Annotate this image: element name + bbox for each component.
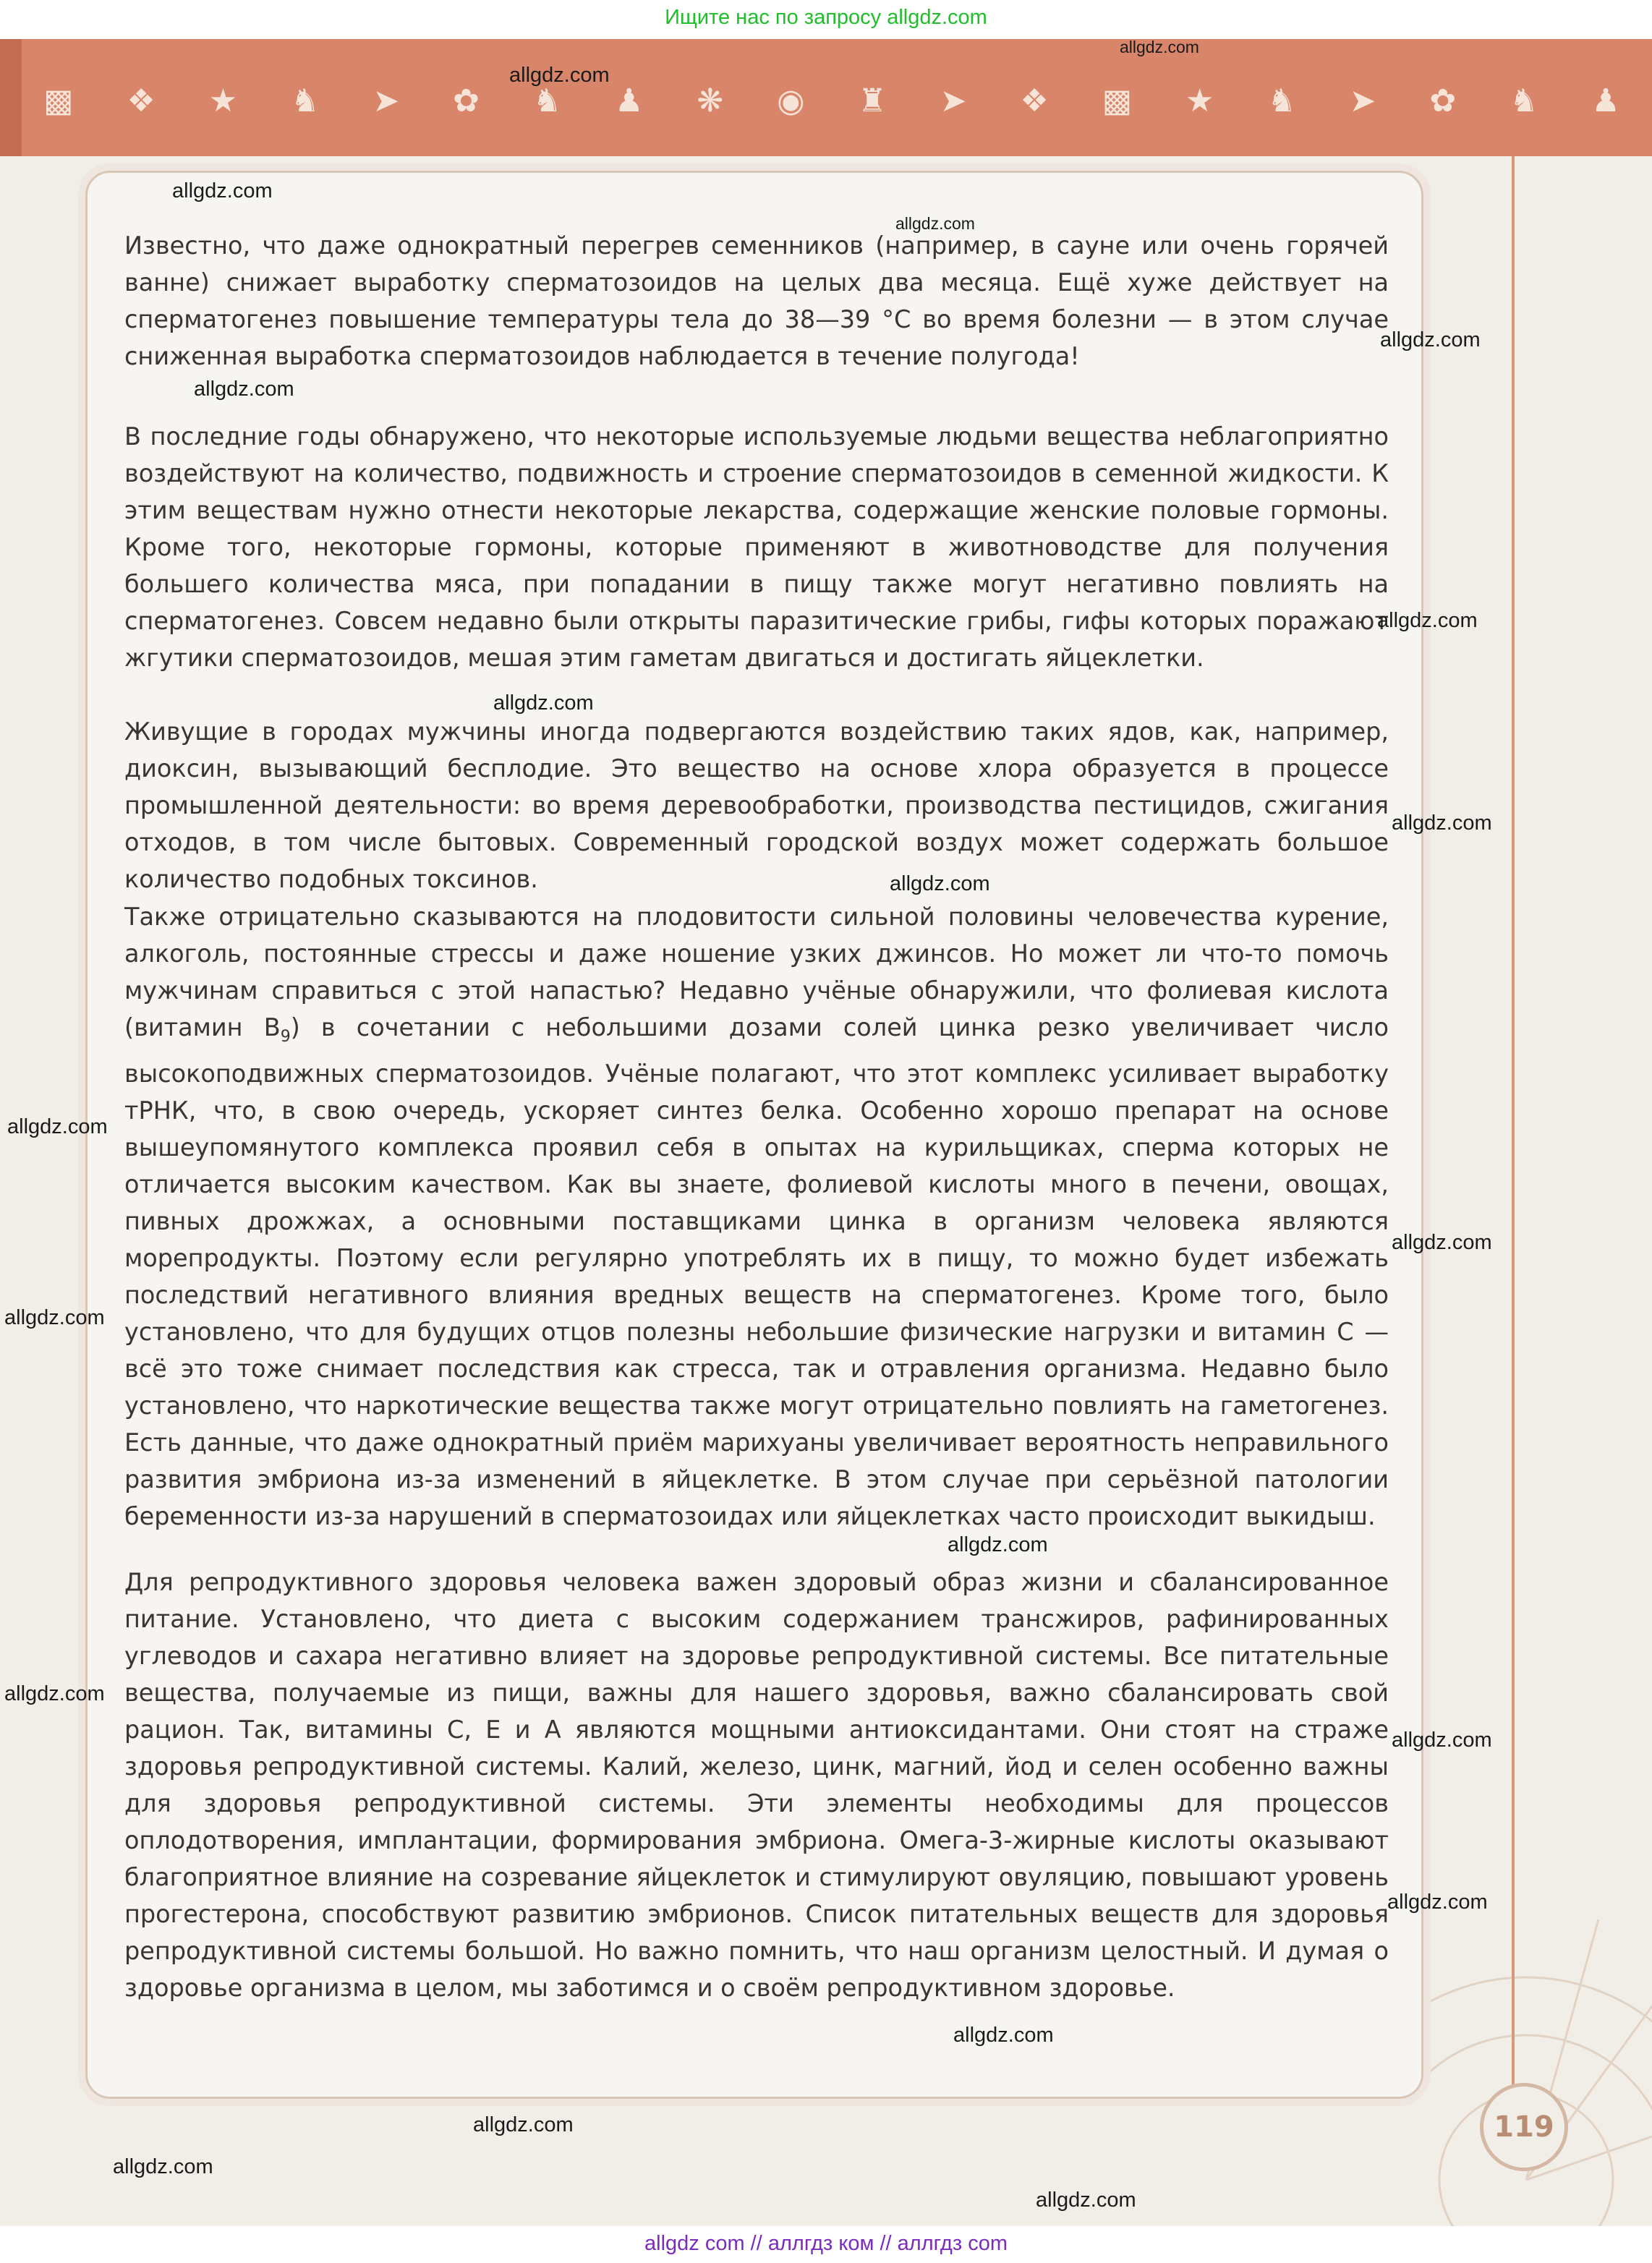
watermark: allgdz.com [493,691,594,715]
watermark: allgdz.com [7,1115,108,1138]
watermark: allgdz.com [473,2113,574,2136]
paragraph-nutrition: Для репродуктивного здоровья человека важен здоровый образ жизни и сбалансированное питание. Установлено, что диета с высоким содержанием трансжиров, рафинированных углеводов и сахара негативно влияет на здоровье репродуктивной системы. Все питательные вещества, получаемые из пищи, важны для нашего здоровья, важно сбалансировать свой рацион. Так, витамины С, Е и А являются мощными антиоксидантами. Они стоят на страже здоровья репродуктивной системы. Калий, железо, цинк, магний, йод и селен особенно важны для здоровья репродуктивной системы. Эти элементы необходимы для процессов оплодотворения, имплантации, формирования эмбриона. Омега-3-жирные кислоты оказывают благоприятное влияние на созревание яйцеклеток и стимулируют овуляцию, повышают уровень прогестерона, способствуют развитию эмбрионов. Список питательных веществ для здоровья репродуктивной системы большой. Но важно помнить, что наш организм целостный. И думая о здоровье организма в целом, мы заботимся и о своём репродуктивном здоровье. [124,1568,1389,2002]
kangaroo-icon: ♜ [858,82,887,119]
watermark: allgdz.com [953,2024,1054,2047]
bottom-links-banner[interactable]: allgdz com // аллгдз ком // аллгдз com [644,2232,1008,2255]
paragraph-substances: В последние годы обнаружено, что некоторые используемые людьми вещества неблагоприятно воздействуют на количество, подвижность и строение сперматозоидов в семенной жидкости. К этим веществам нужно отнести некоторые лекарства, содержащие женские половые гормоны. Кроме того, некоторые гормоны, которые применяют в животноводстве для получения большего количества мяса, при попадании в пищу также могут негативно повлиять на сперматогенез. Совсем недавно были открыты паразитические грибы, гифы которых поражают жгутики сперматозоидов, мешая этим гаметам двигаться и достигать яйцеклетки. [124,422,1389,672]
watermark: allgdz.com [4,1682,105,1705]
butterfly-icon: ❖ [1020,82,1049,119]
watermark: allgdz.com [948,1533,1048,1556]
paragraph-folic-acid-start: Также отрицательно сказываются на плодовитости сильной половины человечества курение, алкоголь, постоянные стрессы и даже ношение узких джинсов. Но может ли что-то помочь мужчинам справиться с этой напастью? Недавно учёные обнаружили, что фолиевая кислота (витамин В [124,903,1389,1041]
dolphin-icon: ✿ [453,82,480,119]
header-lip [0,39,22,156]
scorpion-icon: ★ [208,82,238,119]
watermark: allgdz.com [1392,811,1492,835]
vitamin-subscript: 9 [280,1028,291,1046]
deer-icon: ♞ [1510,82,1538,119]
beetle-icon: ◉ [777,82,805,119]
paragraph-folic-acid [124,898,1389,1535]
compass-decoration-svg [1418,1919,1652,2226]
bee-icon: ❋ [697,82,724,119]
animal-silhouette-row [43,80,1620,123]
page-number: 119 [1480,2083,1568,2171]
watermark: allgdz.com [509,64,610,87]
watermark: allgdz.com [194,378,294,401]
watermark: allgdz.com [1377,609,1478,632]
watermark: allgdz.com [1392,1231,1492,1254]
bison-icon: ▩ [43,82,74,119]
runner-icon: ➤ [940,82,967,119]
watermark: allgdz.com [890,872,990,895]
meerkat-icon: ♟ [1591,82,1620,119]
bison-icon: ▩ [1102,82,1133,119]
deer-icon: ♞ [532,82,562,119]
watermark: allgdz.com [113,2155,213,2178]
butterfly-icon: ❖ [127,82,156,119]
dolphin-icon: ✿ [1429,82,1457,119]
watermark: allgdz.com [895,214,975,233]
watermark: allgdz.com [1120,38,1199,56]
watermark: allgdz.com [1036,2189,1136,2212]
header-strip [0,39,1652,156]
watermark: allgdz.com [1387,1891,1488,1914]
top-search-banner[interactable]: Ищите нас по запросу allgdz.com [665,6,987,29]
watermark: allgdz.com [172,179,273,203]
meerkat-icon: ♟ [615,82,644,119]
watermark: allgdz.com [1392,1729,1492,1752]
paragraph-folic-acid-end: ) в сочетании с небольшими дозами солей цинка резко увеличивает число высокоподвижных сперматозоидов. Учёные полагают, что этот комплекс усиливает выработку тРНК, что, в свою очередь, ускоряет синтез белка. Особенно хорошо препарат на основе вышеупомянутого комплекса проявил себя в опытах на курильщиках, сперма которых не отличается высоким качеством. Как вы знаете, фолиевой кислоты много в печени, овощах, пивных дрожжах, а основными поставщиками цинка в организм человека являются морепродукты. Поэтому если регулярно употреблять их в пищу, то можно будет избежать последствий негативного влияния вредных веществ на сперматогенез. Кроме того, было установлено, что для будущих отцов полезны небольшие физические нагрузки и витамин С — всё это тоже снимает последствия как стресса, так и отравления организма. Недавно было установлено, что наркотические вещества также могут отрицательно повлиять на гаметогенез. Есть данные, что даже однократный приём марихуаны увеличивает вероятность неправильного развития эмбриона из-за изменений в яйцеклетке. В этом случае при серьёзной патологии беременности из-за нарушений в сперматозоидах или яйцеклетках часто происходит выкидыш. [124,1013,1389,1530]
horse-icon: ♞ [1267,82,1296,119]
scorpion-icon: ★ [1185,82,1214,119]
paragraph-dioxin: Живущие в городах мужчины иногда подвергаются воздействию таких ядов, как, например, диоксин, вызывающий бесплодие. Это вещество на основе хлора образуется в процессе промышленной деятельности: во время деревообработки, производства пестицидов, сжигания отходов, в том числе бытовых. Современный городской воздух может содержать большое количество подобных токсинов. [124,717,1389,893]
horse-icon: ♞ [291,82,320,119]
watermark: allgdz.com [4,1306,105,1329]
bird-icon: ➤ [372,82,400,119]
compass-decoration [1418,1919,1652,2226]
paragraph-overheating: Известно, что даже однократный перегрев семенников (например, в сауне или очень горячей ванне) снижает выработку сперматозоидов на целых два месяца. Ещё хуже действует на сперматогенез повышение температуры тела до 38—39 °С во время болезни — в этом случае сниженная выработка сперматозоидов наблюдается в течение полугода! [124,231,1389,370]
margin-rule [1512,156,1515,2138]
bird-icon: ➤ [1349,82,1376,119]
watermark: allgdz.com [1380,328,1481,351]
